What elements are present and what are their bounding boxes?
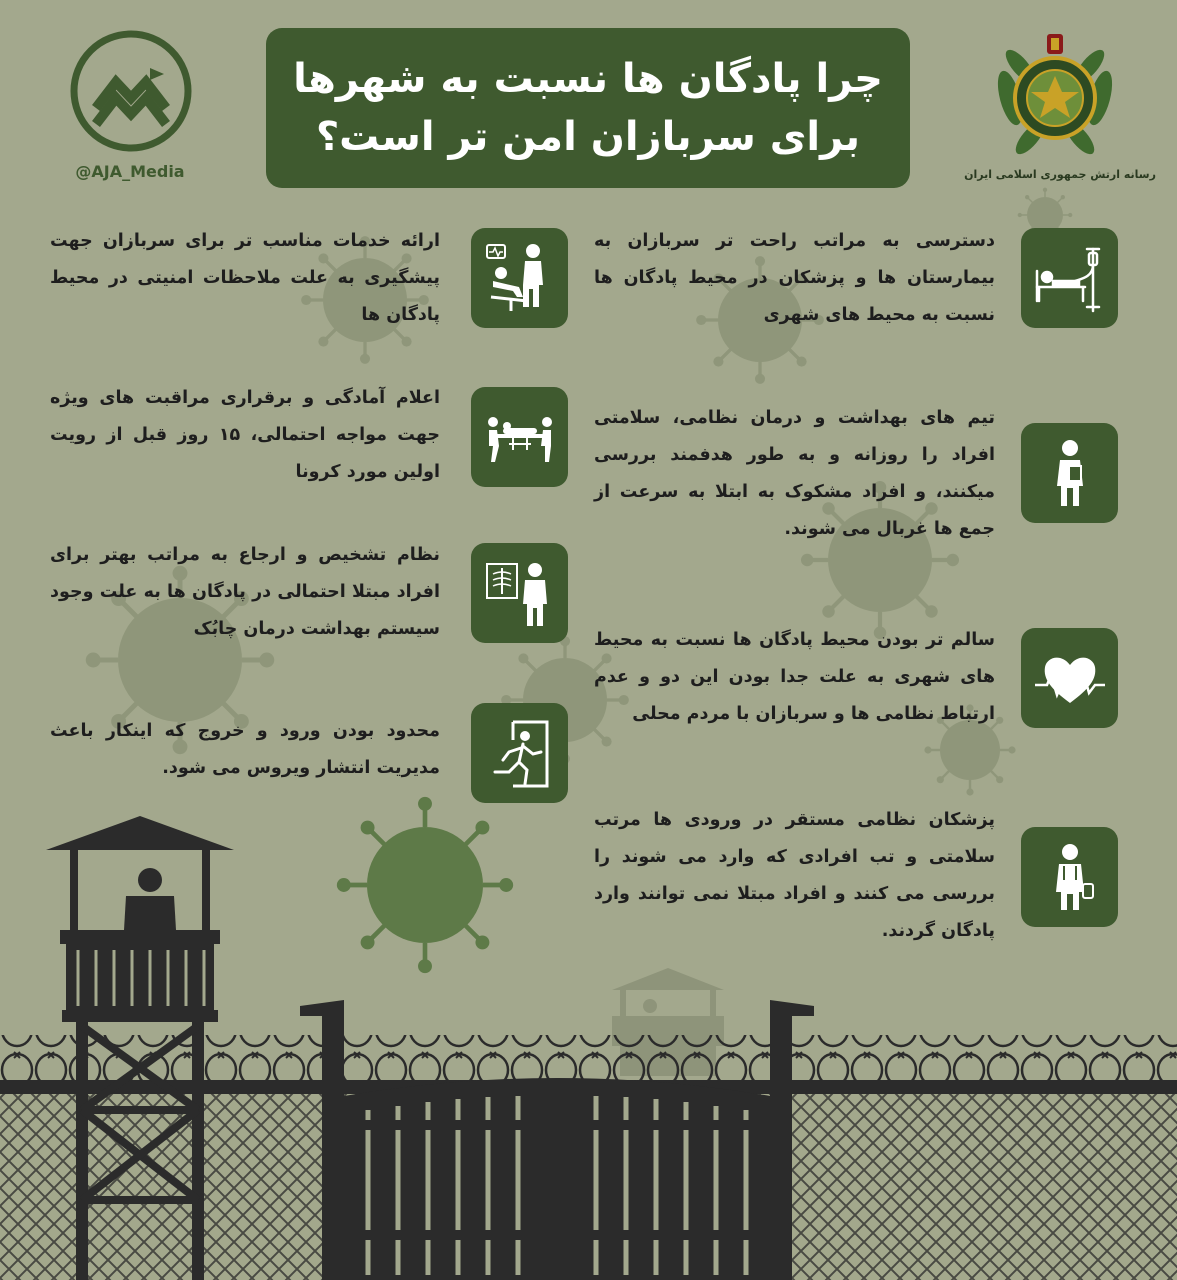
right-item-1-text: دسترسی به مراتب راحت تر سربازان به بیمارستان ها و پزشکان در محیط پادگان ها نسبت به محیط های شهری [594,231,995,325]
right-item-3-text: سالم تر بودن محیط پادگان ها نسبت به محیط های شهری به علت جدا بودن این دو و عدم ارتباط نظامی ها و سربازان با مردم محلی [594,630,995,724]
army-emblem-logo [990,28,1120,164]
icon-box-stretcher [471,387,568,487]
left-item-4-text: محدود بودن ورود و خروج که اینکار باعث مدیریت انتشار ویروس می شود. [50,721,440,778]
hospital-bed-iv-icon [1033,241,1107,315]
right-item-4-text: پزشکان نظامی مستقر در ورودی ها مرتب سلامتی و تب افرادی که وارد می شوند را بررسی می کنند و افراد مبتلا نمی توانند وارد پادگان گردند. [594,810,995,941]
icon-box-heart-pulse [1021,628,1118,728]
left-item-2-text: اعلام آمادگی و برقراری مراقبت های ویژه جهت مواجه احتمالی، ۱۵ روز قبل از رویت اولین مورد کرونا [50,388,440,482]
organization-name: رسانه ارتش جمهوری اسلامی ایران [964,168,1156,181]
exit-door-icon [483,716,557,790]
aja-media-logo [68,28,194,154]
doctor-patient-monitor-icon [483,241,557,315]
page-title [266,28,910,188]
heart-pulse-icon [1033,641,1107,715]
doctor-clipboard-icon [1033,436,1107,510]
left-item-3-text: نظام تشخیص و ارجاع به مراتب بهتر برای افراد مبتلا احتمالی در پادگان ها به علت وجود سیستم بهداشت درمان چابُک [50,545,440,639]
barracks-fence-scene [0,810,1177,1280]
icon-box-exit [471,703,568,803]
xray-doctor-icon [483,556,557,630]
icon-box-doctor-patient [471,228,568,328]
right-item-2-text: تیم های بهداشت و درمان نظامی، سلامتی افراد را روزانه و به طور هدفمند بررسی میکنند، و افراد مشکوک به ابتلا به سرعت از جمع ها غربال می شوند. [594,408,995,539]
icon-box-doctor-clipboard [1021,423,1118,523]
title-line-1: چرا پادگان ها نسبت به شهرها [293,56,883,102]
stretcher-carriers-icon [483,400,557,474]
icon-box-xray [471,543,568,643]
title-line-2: برای سربازان امن تر است؟ [315,114,861,160]
icon-box-hospital-bed [1021,228,1118,328]
left-item-1-text: ارائه خدمات مناسب تر برای سربازان جهت پیشگیری به علت ملاحظات امنیتی در محیط پادگان ها [50,231,440,325]
social-handle: @AJA_Media [75,162,185,181]
